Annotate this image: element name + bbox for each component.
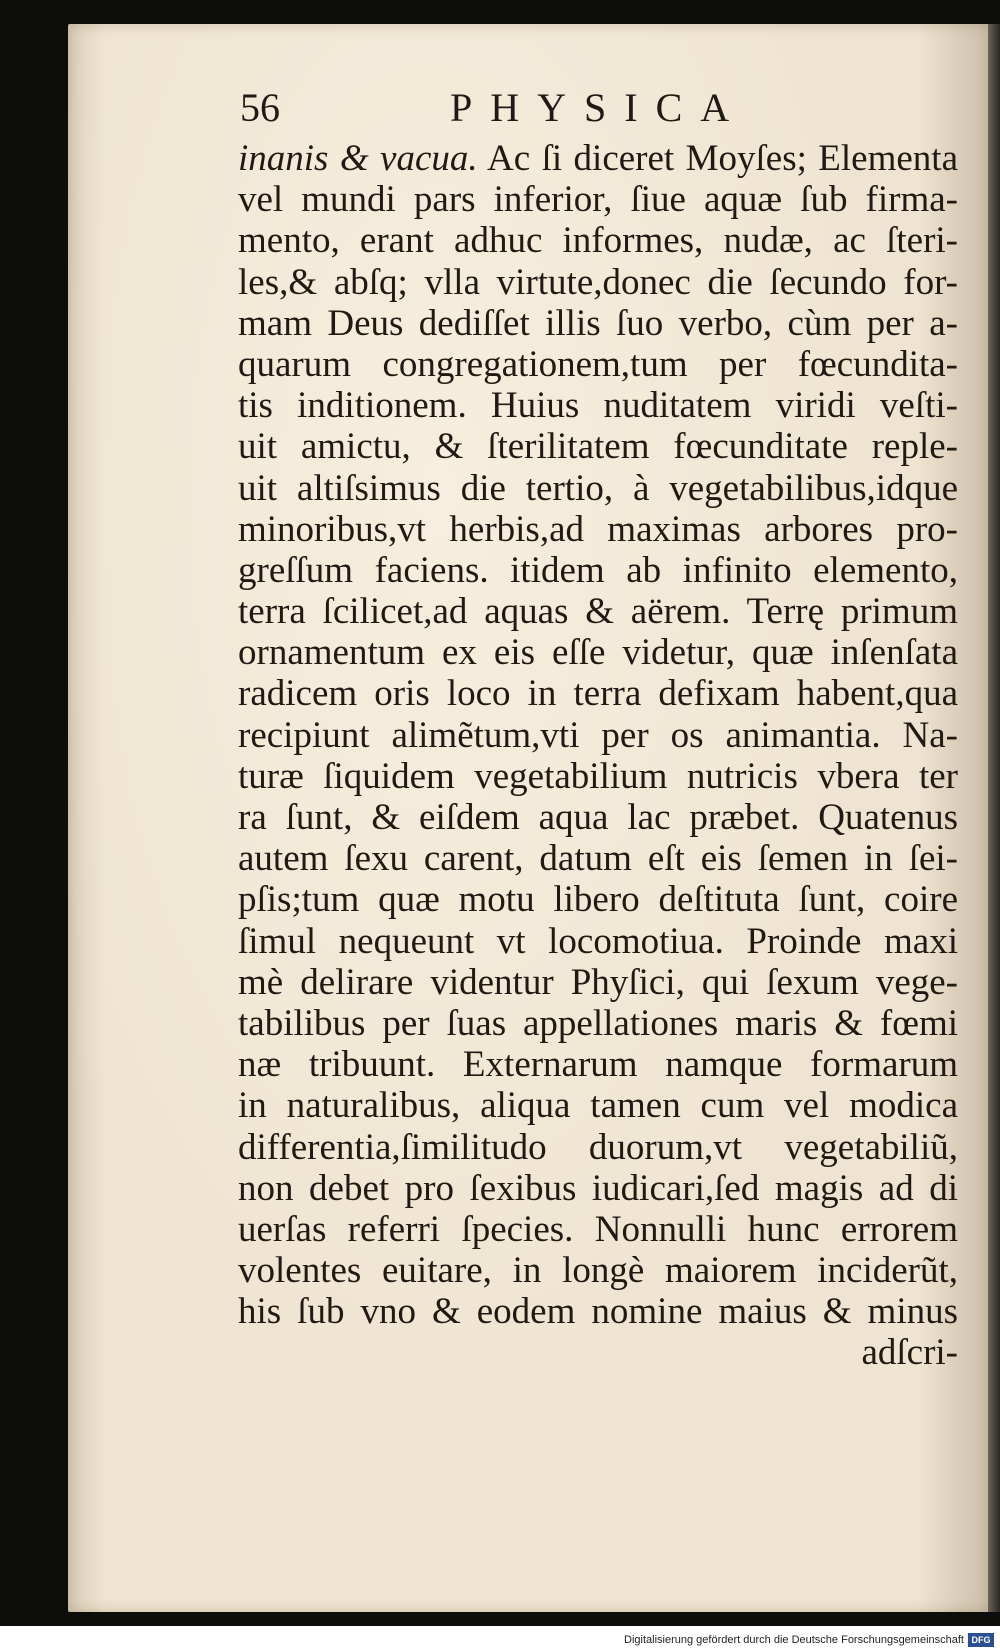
- text-line: autem ſexu carent, datum eſt eis ſemen in ſei-: [238, 838, 958, 880]
- text-line: uerſas referri ſpecies. Nonnulli hunc errorem: [238, 1208, 958, 1250]
- italic-phrase: inanis & vacua.: [238, 138, 478, 179]
- text-line: [238, 138, 958, 179]
- text-line: tabilibus per ſuas appellationes maris & fœmi: [238, 1002, 958, 1044]
- page-edge: [988, 24, 1000, 1612]
- text-line: turæ ſiquidem vegetabilium nutricis vbera ter: [238, 755, 958, 797]
- text-line: quarum congregationem,tum per fœcundita-: [238, 343, 958, 385]
- text-line: mè delirare videntur Phyſici, qui ſexum vege-: [238, 961, 958, 1003]
- text-line: mam Deus dediſſet illis ſuo verbo, cùm per a-: [238, 302, 958, 344]
- text-line: greſſum faciens. itidem ab infinito elemento,: [238, 549, 958, 591]
- text-line: terra ſcilicet,ad aquas & aërem. Terrę primum: [238, 591, 958, 633]
- catchword: adſcri-: [861, 1332, 958, 1374]
- text-line-content: Ac ſi diceret Moyſes; Elementa: [487, 138, 958, 179]
- text-line: recipiunt alimẽtum,vti per os animantia. Na-: [238, 714, 958, 756]
- text-line: uit altiſsimus die tertio, à vegetabilibus,idque: [238, 467, 958, 509]
- page-header: [240, 78, 760, 134]
- footer-bar: [0, 1626, 1000, 1652]
- text-line: vel mundi pars inferior, ſiue aquæ ſub firma-: [238, 179, 958, 221]
- body-text: [238, 138, 958, 1374]
- text-line: radicem oris loco in terra defixam habent,qua: [238, 673, 958, 715]
- text-line: mento, erant adhuc informes, nudæ, ac ſteri-: [238, 220, 958, 262]
- text-line: ra ſunt, & eiſdem aqua lac præbet. Quatenus: [238, 797, 958, 838]
- text-line: ſimul nequeunt vt locomotiua. Proinde maxi: [238, 920, 958, 962]
- text-line: minoribus,vt herbis,ad maximas arbores pro-: [238, 508, 958, 550]
- dfg-logo: DFG: [968, 1633, 994, 1647]
- text-line: in naturalibus, aliqua tamen cum vel modica: [238, 1085, 958, 1127]
- text-line: tis inditionem. Huius nuditatem viridi veſti-: [238, 385, 958, 427]
- text-line: his ſub vno & eodem nomine maius & minus: [238, 1291, 958, 1333]
- text-line: les,& abſq; vlla virtute,donec die ſecundo for-: [238, 261, 958, 303]
- text-line: ornamentum ex eis eſſe videtur, quæ inſenſata: [238, 632, 958, 674]
- text-line: uit amictu, & ſterilitatem fœcunditate reple-: [238, 426, 958, 468]
- running-head: PHYSICA: [450, 85, 748, 130]
- page-number: 56: [240, 85, 280, 130]
- text-line: pſis;tum quæ motu libero deſtituta ſunt, coire: [238, 879, 958, 921]
- text-line: næ tribuunt. Externarum namque formarum: [238, 1044, 958, 1086]
- digitization-credit: Digitalisierung gefördert durch die Deutsche Forschungsgemeinschaft: [624, 1634, 964, 1646]
- text-line: differentia,ſimilitudo duorum,vt vegetabiliũ,: [238, 1126, 958, 1168]
- text-line: non debet pro ſexibus iudicari,ſed magis ad di: [238, 1167, 958, 1209]
- text-line: volentes euitare, in longè maiorem inciderũt,: [238, 1250, 958, 1292]
